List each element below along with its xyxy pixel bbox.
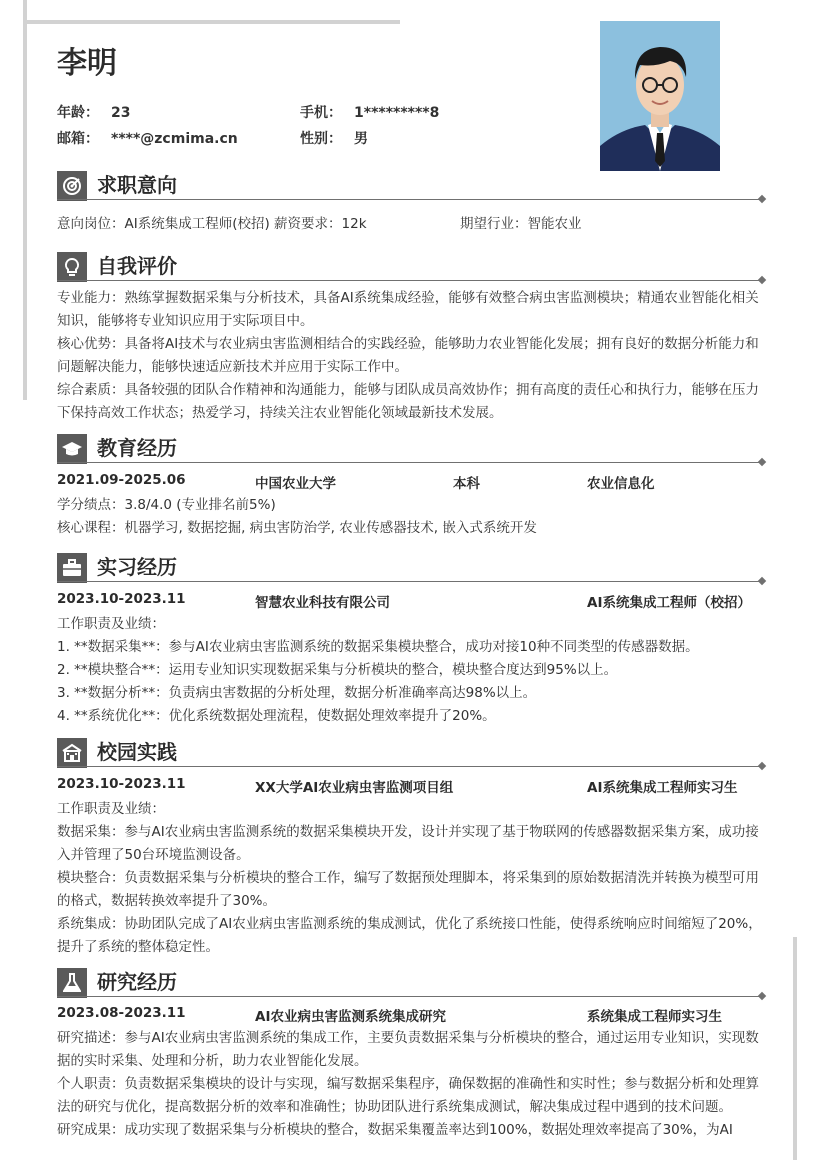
- section-title: 校园实践: [97, 740, 177, 764]
- education-school: 中国农业大学: [255, 476, 336, 492]
- self-eval-text: [57, 287, 765, 425]
- campus-line: 模块整合：负责数据采集与分析模块的整合工作，编写了数据预处理脚本，将采集到的原始数据清洗并转换为模型可用的格式，数据转换效率提升了30%。: [57, 870, 759, 909]
- campus-period: 2023.10-2023.11: [57, 776, 186, 792]
- campus-row: [57, 776, 765, 798]
- section-divider: [57, 199, 759, 200]
- section-divider-end: [758, 458, 766, 466]
- section-divider-end: [758, 577, 766, 585]
- section-header-education: [57, 434, 765, 464]
- self-eval-paragraph: 综合素质：具备较强的团队合作精神和沟通能力，能够与团队成员高效协作；拥有高度的责任心和执行力，能够在压力下保持高效工作状态；热爱学习，持续关注农业智能化领域最新技术发展。: [57, 382, 759, 421]
- section-header-research: [57, 968, 765, 998]
- graduation-cap-icon: [57, 434, 87, 464]
- internship-line: 4. **系统优化**：优化系统数据处理流程，使数据处理效率提升了20%。: [57, 708, 496, 724]
- education-gpa: 学分绩点：3.8/4.0 (专业排名前5%): [57, 497, 276, 513]
- email-label: 邮箱：: [57, 131, 99, 147]
- internship-line: 3. **数据分析**：负责病虫害数据的分析处理，数据分析准确率高达98%以上。: [57, 685, 537, 701]
- section-divider: [57, 462, 759, 463]
- school-building-icon: [57, 738, 87, 768]
- internship-period: 2023.10-2023.11: [57, 591, 186, 607]
- section-divider: [57, 996, 759, 997]
- intent-position-salary: 意向岗位：AI系统集成工程师(校招) 薪资要求：12k: [57, 216, 367, 232]
- education-period: 2021.09-2025.06: [57, 472, 186, 488]
- age-value: 23: [111, 105, 131, 121]
- phone-label: 手机：: [300, 105, 342, 121]
- profile-photo: [600, 21, 720, 171]
- research-line: 个人职责：负责数据采集模块的设计与实现，编写数据采集程序，确保数据的准确性和实时性；参与数据分析和处理算法的研究与优化，提高数据分析的效率和准确性；协助团队进行系统集成测试，解决集成过程中遇到的技术问题。: [57, 1076, 759, 1115]
- email-field: [57, 128, 238, 148]
- internship-line: 工作职责及业绩：: [57, 616, 165, 632]
- research-row: [57, 1005, 765, 1027]
- internship-role: AI系统集成工程师（校招）: [587, 595, 751, 611]
- research-role: 系统集成工程师实习生: [587, 1009, 722, 1025]
- gender-field: [300, 128, 368, 148]
- education-degree: 本科: [453, 476, 480, 492]
- lightbulb-icon: [57, 252, 87, 282]
- campus-details: [57, 798, 765, 959]
- section-title: 实习经历: [97, 555, 177, 579]
- section-title: 自我评价: [97, 254, 177, 278]
- education-details: [57, 494, 765, 540]
- section-divider-end: [758, 276, 766, 284]
- candidate-name: 李明: [57, 46, 117, 81]
- section-divider: [57, 766, 759, 767]
- section-header-self-eval: [57, 252, 765, 282]
- campus-line: 数据采集：参与AI农业病虫害监测系统的数据采集模块开发，设计并实现了基于物联网的传感器数据采集方案，成功接入并管理了50台环境监测设备。: [57, 824, 759, 863]
- flask-icon: [57, 968, 87, 998]
- section-header-campus: [57, 738, 765, 768]
- research-period: 2023.08-2023.11: [57, 1005, 186, 1021]
- intent-industry: 期望行业：智能农业: [460, 216, 582, 232]
- gender-label: 性别：: [300, 131, 342, 147]
- campus-org: XX大学AI农业病虫害监测项目组: [255, 780, 454, 796]
- internship-row: [57, 591, 765, 613]
- section-title: 教育经历: [97, 436, 177, 460]
- age-label: 年龄：: [57, 105, 99, 121]
- internship-line: 1. **数据采集**：参与AI农业病虫害监测系统的数据采集模块整合，成功对接10种不同类型的传感器数据。: [57, 639, 699, 655]
- section-divider-end: [758, 195, 766, 203]
- internship-company: 智慧农业科技有限公司: [255, 595, 390, 611]
- section-header-intent: [57, 171, 765, 201]
- section-divider: [57, 280, 759, 281]
- research-project: AI农业病虫害监测系统集成研究: [255, 1009, 446, 1025]
- intent-row: [57, 212, 765, 234]
- campus-line: 工作职责及业绩：: [57, 801, 165, 817]
- section-divider-end: [758, 762, 766, 770]
- age-field: [57, 102, 130, 122]
- phone-value: 1*********8: [354, 105, 440, 121]
- research-line: 研究描述：参与AI农业病虫害监测系统的集成工作，主要负责数据采集与分析模块的整合，通过运用专业知识，实现数据的实时采集、处理和分析，助力农业智能化发展。: [57, 1030, 759, 1069]
- internship-details: [57, 613, 765, 728]
- education-courses: 核心课程：机器学习, 数据挖掘, 病虫害防治学, 农业传感器技术, 嵌入式系统开发: [57, 520, 537, 536]
- campus-line: 系统集成：协助团队完成了AI农业病虫害监测系统的集成测试，优化了系统接口性能，使得系统响应时间缩短了20%，提升了系统的整体稳定性。: [57, 916, 762, 955]
- phone-field: [300, 102, 439, 122]
- decorative-top-bar: [26, 20, 400, 24]
- education-row: [57, 472, 765, 494]
- decorative-left-bar: [23, 0, 27, 400]
- education-major: 农业信息化: [587, 476, 655, 492]
- internship-line: 2. **模块整合**：运用专业知识实现数据采集与分析模块的整合，模块整合度达到95%以上。: [57, 662, 618, 678]
- section-title: 求职意向: [97, 173, 177, 197]
- target-icon: [57, 171, 87, 201]
- self-eval-paragraph: 核心优势：具备将AI技术与农业病虫害监测相结合的实践经验，能够助力农业智能化发展；拥有良好的数据分析能力和问题解决能力，能够快速适应新技术并应用于实际工作中。: [57, 336, 759, 375]
- briefcase-icon: [57, 553, 87, 583]
- self-eval-paragraph: 专业能力：熟练掌握数据采集与分析技术，具备AI系统集成经验，能够有效整合病虫害监测模块；精通农业智能化相关知识，能够将专业知识应用于实际项目中。: [57, 290, 759, 329]
- section-header-internship: [57, 553, 765, 583]
- campus-role: AI系统集成工程师实习生: [587, 780, 738, 796]
- section-divider: [57, 581, 759, 582]
- section-divider-end: [758, 992, 766, 1000]
- research-line: 研究成果：成功实现了数据采集与分析模块的整合，数据采集覆盖率达到100%，数据处理效率提高了30%，为AI: [57, 1122, 733, 1138]
- decorative-right-bar: [793, 937, 797, 1160]
- research-details: [57, 1027, 765, 1142]
- email-value: ****@zcmima.cn: [111, 131, 238, 147]
- gender-value: 男: [354, 131, 368, 147]
- section-title: 研究经历: [97, 970, 177, 994]
